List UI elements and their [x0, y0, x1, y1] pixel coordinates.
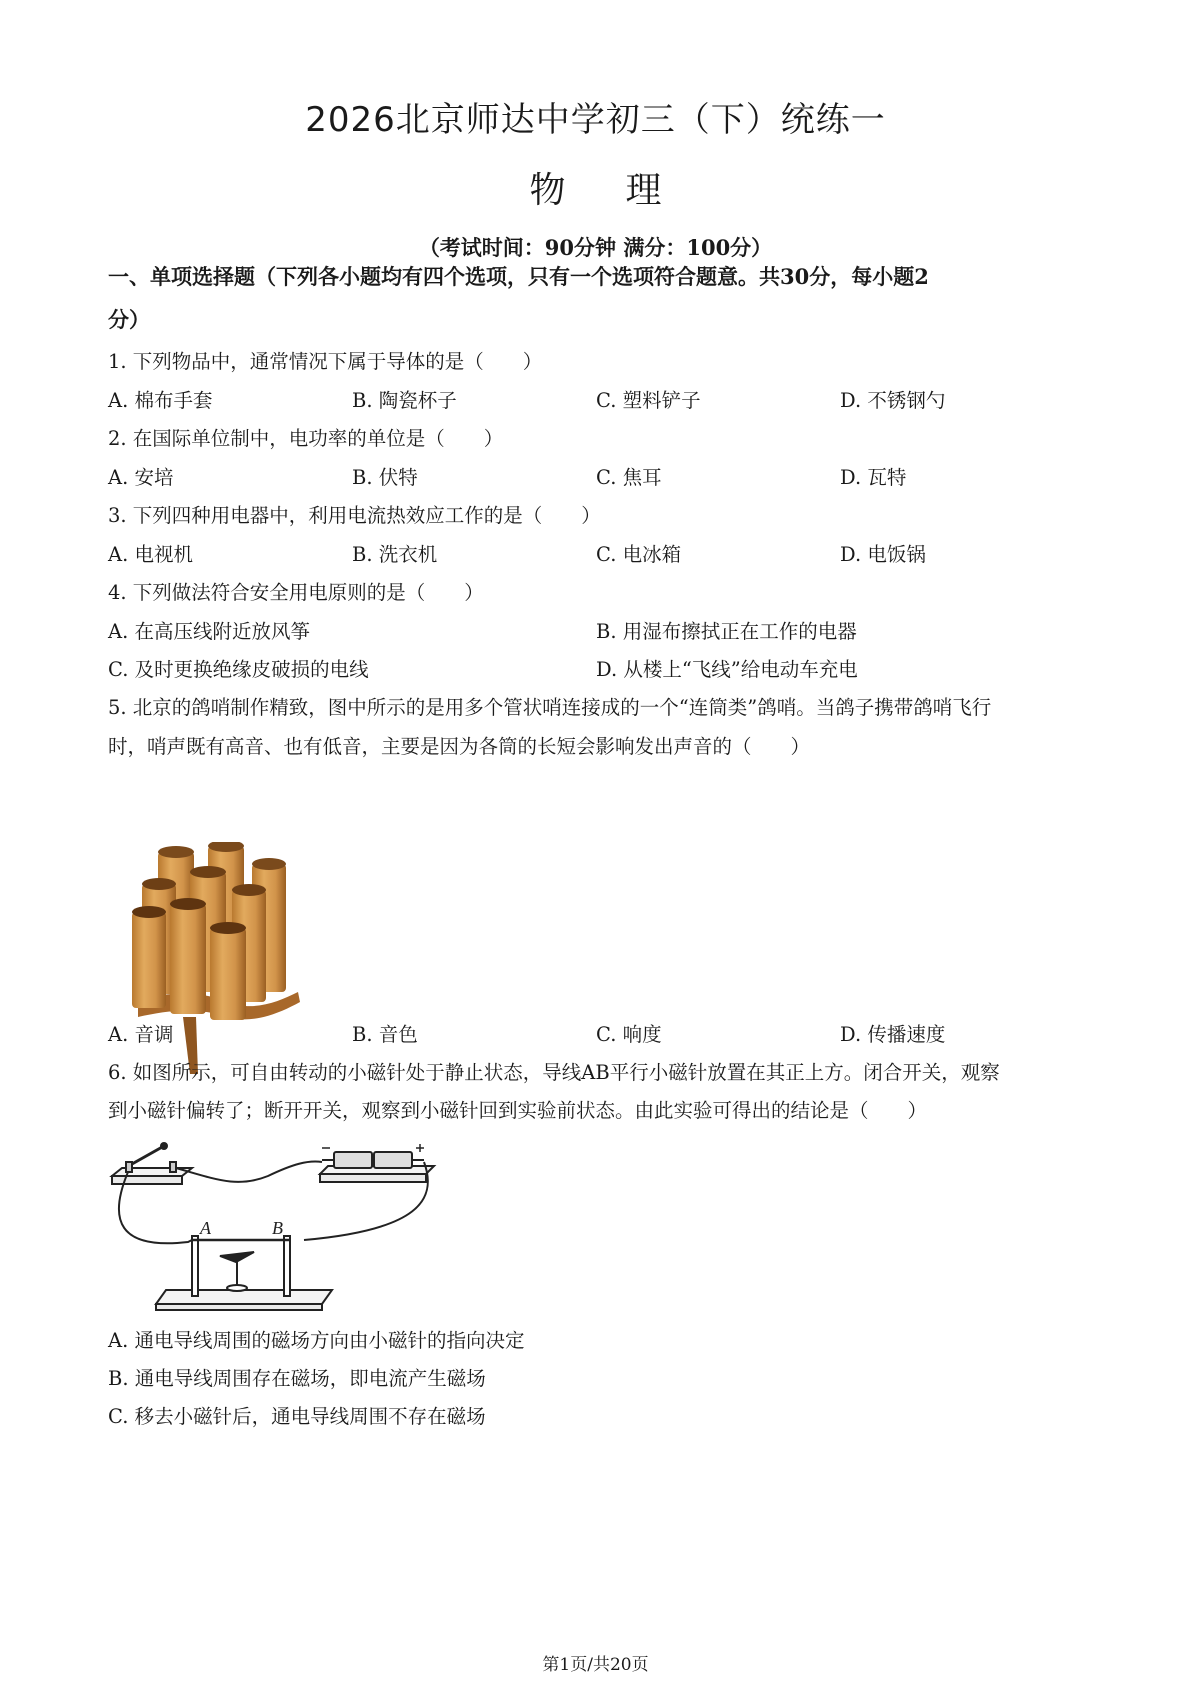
q2-option-c: C. 焦耳 [596, 466, 662, 489]
subject-title: 物理 [529, 170, 722, 211]
question-3-stem: 3. 下列四种用电器中，利用电流热效应工作的是（ ） [108, 504, 601, 527]
q1-option-c: C. 塑料铲子 [596, 389, 701, 412]
q4-option-a: A. 在高压线附近放风筝 [108, 620, 310, 643]
question-5-stem: 5. 北京的鸽哨制作精致，图中所示的是用多个管状哨连接成的一个“连筒类”鸽哨。当鸽子携带鸽哨飞行 [108, 696, 992, 719]
q6-option-a: A. 通电导线周围的磁场方向由小磁针的指向决定 [108, 1329, 525, 1352]
q3-option-b: B. 洗衣机 [352, 543, 438, 566]
question-6-stem: 6. 如图所示，可自由转动的小磁针处于静止状态，导线AB平行小磁针放置在其正上方。闭合开关，观察 [108, 1061, 1000, 1084]
circuit-diagram [108, 1140, 468, 1320]
q1-option-b: B. 陶瓷杯子 [352, 389, 457, 412]
q4-option-b: B. 用湿布擦拭正在工作的电器 [596, 620, 857, 643]
q3-option-d: D. 电饭锅 [840, 543, 926, 566]
q2-option-d: D. 瓦特 [840, 466, 907, 489]
q1-option-d: D. 不锈钢勺 [840, 389, 946, 412]
q4-option-d: D. 从楼上“飞线”给电动车充电 [596, 658, 858, 681]
section-heading-cont: 分） [108, 307, 150, 332]
question-5-stem-cont: 时，哨声既有高音、也有低音，主要是因为各筒的长短会影响发出声音的（ ） [108, 735, 811, 758]
q5-option-c: C. 响度 [596, 1023, 662, 1046]
q2-option-a: A. 安培 [108, 466, 174, 489]
q4-option-c: C. 及时更换绝缘皮破损的电线 [108, 658, 369, 681]
question-4-stem: 4. 下列做法符合安全用电原则的是（ ） [108, 581, 484, 604]
exam-info: （考试时间：90分钟 满分：100分） [418, 235, 773, 260]
q3-option-c: C. 电冰箱 [596, 543, 682, 566]
q6-option-c: C. 移去小磁针后，通电导线周围不存在磁场 [108, 1405, 486, 1428]
section-heading: 一、单项选择题（下列各小题均有四个选项，只有一个选项符合题意。共30分，每小题2 [108, 264, 929, 289]
q1-option-a: A. 棉布手套 [108, 389, 213, 412]
question-6-stem-cont: 到小磁针偏转了；断开开关，观察到小磁针回到实验前状态。由此实验可得出的结论是（ ） [108, 1099, 928, 1122]
page-number: 第1页/共20页 [542, 1655, 649, 1675]
wire-end-label-a: A [200, 1218, 211, 1238]
q5-option-d: D. 传播速度 [840, 1023, 946, 1046]
q5-option-a: A. 音调 [108, 1023, 174, 1046]
q6-option-b: B. 通电导线周围存在磁场，即电流产生磁场 [108, 1367, 486, 1390]
page-title: 2026北京师达中学初三（下）统练一 [305, 100, 886, 140]
question-2-stem: 2. 在国际单位制中，电功率的单位是（ ） [108, 427, 504, 450]
wire-end-label-b: B [272, 1218, 283, 1238]
q2-option-b: B. 伏特 [352, 466, 418, 489]
q5-option-b: B. 音色 [352, 1023, 418, 1046]
question-1-stem: 1. 下列物品中，通常情况下属于导体的是（ ） [108, 350, 543, 373]
q3-option-a: A. 电视机 [108, 543, 193, 566]
